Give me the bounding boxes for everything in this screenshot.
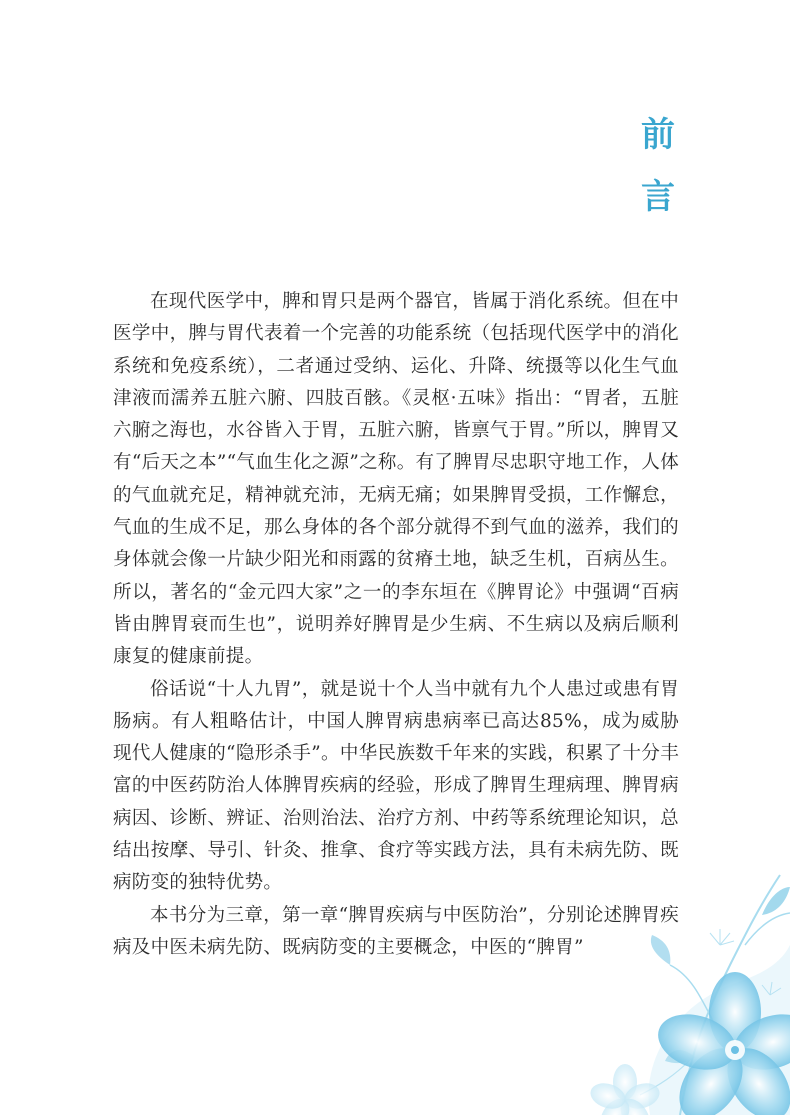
- title-char-1: 前: [641, 115, 675, 155]
- paragraph-3: 本书分为三章，第一章“脾胃疾病与中医防治”，分别论述脾胃疾病及中医未病先防、既病防变的主要概念，中医的“脾胃”: [113, 904, 679, 958]
- paragraph-2: 俗话说“十人九胃”，就是说十个人当中就有九个人患过或患有胃肠病。有人粗略估计，中国人脾胃病患病率已高达85%，成为威胁现代人健康的“隐形杀手”。中华民族数千年来的实践，积累了十分丰富的中医药防治人体脾胃疾病的经验，形成了脾胃生理病理、脾胃病病因、诊断、辨证、治则治法、治疗方剂、中药等系统理论知识，总结出按摩、导引、针灸、推拿、食疗等实践方法，具有未病先防、既病防变的独特优势。: [113, 678, 679, 894]
- preface-body: [113, 286, 679, 964]
- paragraph-1: 在现代医学中，脾和胃只是两个器官，皆属于消化系统。但在中医学中，脾与胃代表着一个完善的功能系统（包括现代医学中的消化系统和免疫系统），二者通过受纳、运化、升降、统摄等以化生气血津液而濡养五脏六腑、四肢百骸。《灵枢·五味》指出：“胃者，五脏六腑之海也，水谷皆入于胃，五脏六腑，皆禀气于胃。”所以，脾胃又有“后天之本”“气血生化之源”之称。有了脾胃尽忠职守地工作，人体的气血就充足，精神就充沛，无病无痛；如果脾胃受损，工作懈怠，气血的生成不足，那么身体的各个部分就得不到气血的滋养，我们的身体就会像一片缺少阳光和雨露的贫瘠土地，缺乏生机，百病丛生。所以，著名的“金元四大家”之一的李东垣在《脾胃论》中强调“百病皆由脾胃衰而生也”，说明养好脾胃是少生病、不生病以及病后顺利康复的健康前提。: [113, 291, 679, 668]
- page-title: [628, 104, 688, 228]
- title-char-2: 言: [641, 177, 675, 217]
